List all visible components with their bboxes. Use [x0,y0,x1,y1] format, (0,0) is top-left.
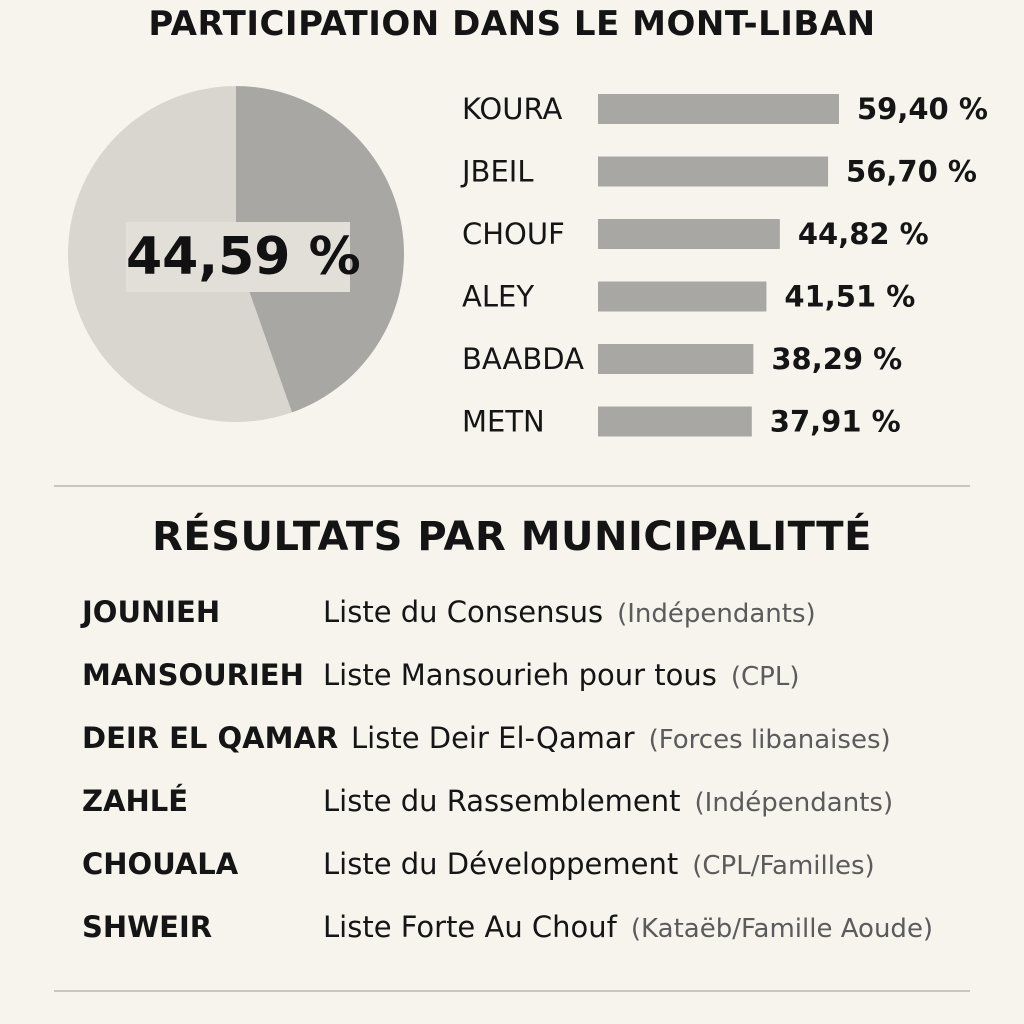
result-row [0,653,1024,697]
party-affiliation: (Forces libanaises) [648,725,891,755]
result-row [0,590,1024,634]
bar-aley [598,282,766,312]
municipality-name: JOUNIEH [82,595,221,629]
list-entry [351,716,891,765]
bar-metn [598,407,752,437]
bar-jbeil [598,157,828,187]
municipality-name: ZAHLÉ [82,784,189,818]
list-name: Liste Forte Au Chouf [323,910,617,944]
bar-koura [598,94,839,124]
bar-value-label: 44,82 % [797,217,929,251]
list-entry [323,590,816,639]
list-entry [323,653,799,702]
bar-category-label: JBEIL [462,154,534,189]
list-entry [323,779,893,828]
bar-value-label: 41,51 % [784,279,916,314]
party-affiliation: (Kataëb/Famille Aoude) [630,914,934,944]
municipality-name: MANSOURIEH [82,658,304,692]
bar-category-label: BAABDA [462,342,584,376]
list-name: Liste Mansourieh pour tous [323,658,717,692]
results-title: RÉSULTATS PAR MUNICIPALITTÉ [152,514,872,560]
bar-chouf [598,219,780,249]
list-entry [323,905,933,954]
bar-category-label: METN [462,404,545,439]
bar-value-label: 37,91 % [769,404,901,439]
list-entry [323,842,875,891]
party-affiliation: (Indépendants) [694,788,894,818]
bar-value-label: 59,40 % [857,92,988,126]
pie-overall-turnout-label: 44,59 % [126,227,361,287]
party-affiliation: (Indépendants) [617,599,816,629]
result-row [0,716,1024,760]
municipality-name: DEIR EL QAMAR [82,721,339,755]
party-affiliation: (CPL/Familles) [692,851,875,881]
bar-category-label: ALEY [462,279,535,314]
section-divider [54,990,970,992]
result-row [0,779,1024,823]
municipality-name: SHWEIR [82,910,213,944]
result-row [0,905,1024,949]
bar-value-label: 38,29 % [771,342,903,376]
bar-value-label: 56,70 % [846,154,977,189]
bar-category-label: KOURA [462,92,563,126]
list-name: Liste du Développement [323,847,679,881]
result-row [0,842,1024,886]
list-name: Liste du Rassemblement [323,784,681,818]
section-divider [54,485,970,487]
district-turnout-bar-chart [0,0,1024,470]
participation-title: PARTICIPATION DANS LE MONT-LIBAN [148,4,876,44]
list-name: Liste du Consensus [323,595,604,629]
bar-category-label: CHOUF [462,217,565,251]
party-affiliation: (CPL) [730,662,800,692]
bar-baabda [598,344,753,374]
list-name: Liste Deir El-Qamar [351,721,635,755]
municipality-name: CHOUALA [82,847,239,881]
